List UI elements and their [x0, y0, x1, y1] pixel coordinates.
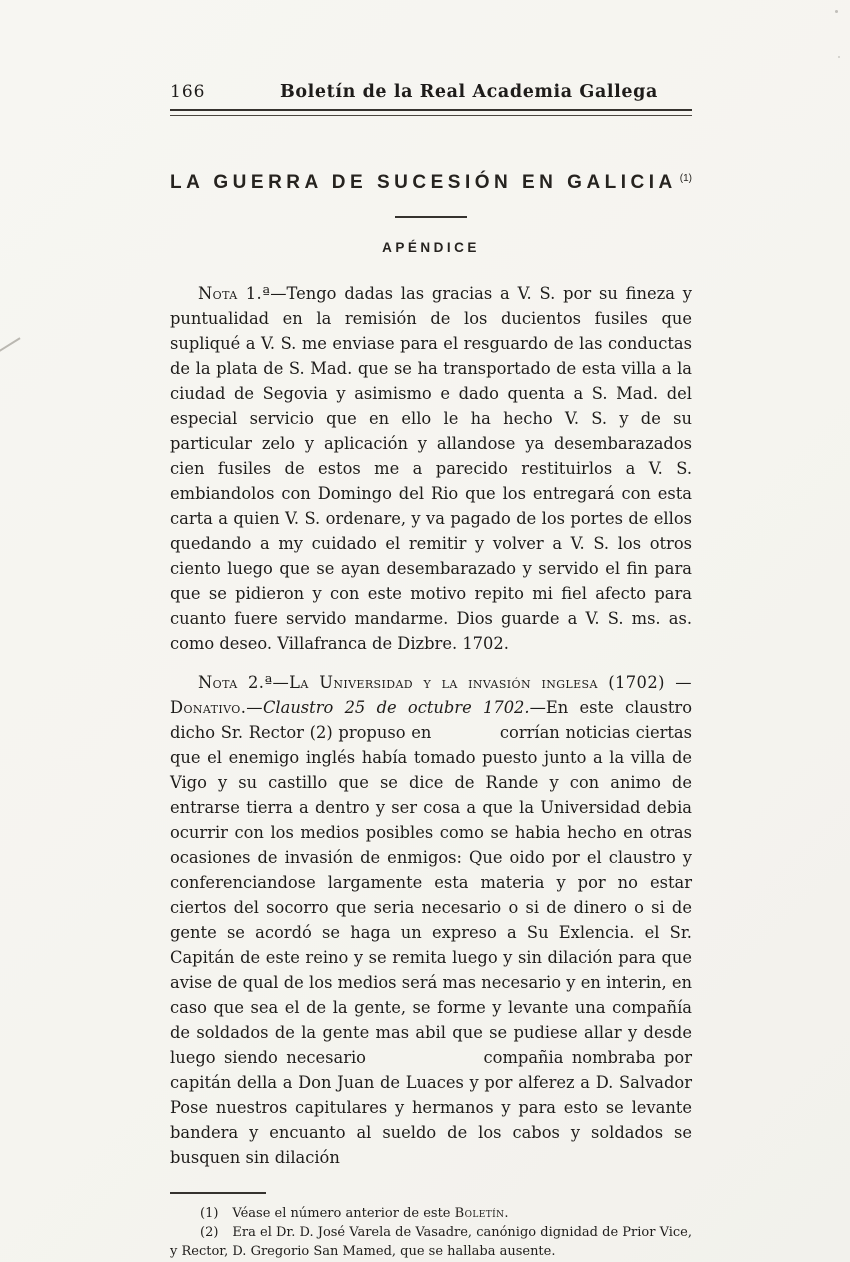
footnote-1-text: Véase el número anterior de este: [232, 1206, 455, 1221]
title-divider: [395, 216, 467, 218]
scan-speck: [838, 56, 840, 58]
footnote-1-boletin: Boletín.: [454, 1206, 509, 1221]
pencil-mark-artifact: [0, 337, 21, 352]
footnote-2-number: (2): [200, 1225, 219, 1240]
page-header: [170, 82, 692, 102]
section-heading: APÉNDICE: [382, 240, 480, 255]
header-rule: [170, 109, 692, 116]
footnote-1-number: (1): [200, 1206, 219, 1221]
nota-1-text: —Tengo dadas las gracias a V. S. por su fineza y puntualidad en la remisión de los ducientos fusiles que supliqué a V. S. me enviase para el resguardo de las conductas de la plata de S. Mad. que se ha transportado de esta villa a la ciudad de Segovia y asimismo e dado quenta a S. Mad. del especial servicio que en ello le ha hecho V. S. y de su particular zelo y aplicación y allandose ya desembarazados cien fusiles de estos me a parecido restituirlos a V. S. embiandolos con Domingo del Rio que los entregará con esta carta a quien V. S. ordenare, y va pagado de los portes de ellos quedando a my cuidado el remitir y volver a V. S. los otros ciento luego que se ayan desembarazado y servido el fin para que se pidieron y con este motivo repito mi fiel afecto para cuanto fuere servido mandarme. Dios guarde a V. S. ms. as. como deseo. Villafranca de Dizbre. 1702.: [170, 284, 692, 653]
paragraph-nota-2: [170, 670, 692, 1170]
journal-title: Boletín de la Real Academia Gallega: [280, 82, 658, 102]
article-title-text: LA GUERRA DE SUCESIÓN EN GALICIA: [170, 172, 677, 193]
article-title: [170, 172, 692, 194]
footnotes: [170, 1204, 692, 1261]
scan-speck: [835, 10, 838, 13]
footnote-separator-rule: [170, 1192, 266, 1194]
footnote-2-text: Era el Dr. D. José Varela de Vasadre, canónigo dignidad de Prior Vice, y Rector, D. Gregorio San Mamed, que se hallaba ausente.: [170, 1225, 692, 1259]
page-number: 166: [170, 82, 206, 102]
article-title-footnote-ref: (1): [679, 172, 693, 184]
paragraph-nota-1: [170, 281, 692, 656]
nota-2-claustro-date: Claustro 25 de octubre 1702.—: [262, 698, 546, 717]
footnote-2: [170, 1223, 692, 1261]
nota-1-lead: Nota 1.ª: [198, 284, 271, 303]
nota-2-lead: Nota 2.ª—La Universidad y la invasión inglesa (1702) —Donativo.—: [170, 673, 692, 717]
nota-2-text: En este claustro dicho Sr. Rector (2) propuso en corrían noticias ciertas que el enemigo inglés había tomado puesto junto a la villa de Vigo y su castillo que se dice de Rande y con animo de entrarse tierra a dentro y ser cosa a que la Universidad debia ocurrir con los medios posibles como se habia hecho en otras ocasiones de invasión de enmigos: Que oido por el claustro y conferenciandose largamente esta materia y por no estar ciertos del socorro que seria necesario o si de dinero o si de gente se acordó se haga un expreso a Su Exlencia. el Sr. Capitán de este reino y se remita luego y sin dilación para que avise de qual de los medios será mas necesario y en interin, en caso que sea el de la gente, se forme y levante una compañía de soldados de la gente mas abil que se pudiese allar y desde luego siendo necesario compañia nombraba por capitán della a Don Juan de Luaces y por alferez a D. Salvador Pose nuestros capitulares y hermanos y para esto se levante bandera y encuanto al sueldo de los cabos y soldados se busquen sin dilación: [170, 698, 692, 1167]
footnote-1: [170, 1204, 692, 1223]
